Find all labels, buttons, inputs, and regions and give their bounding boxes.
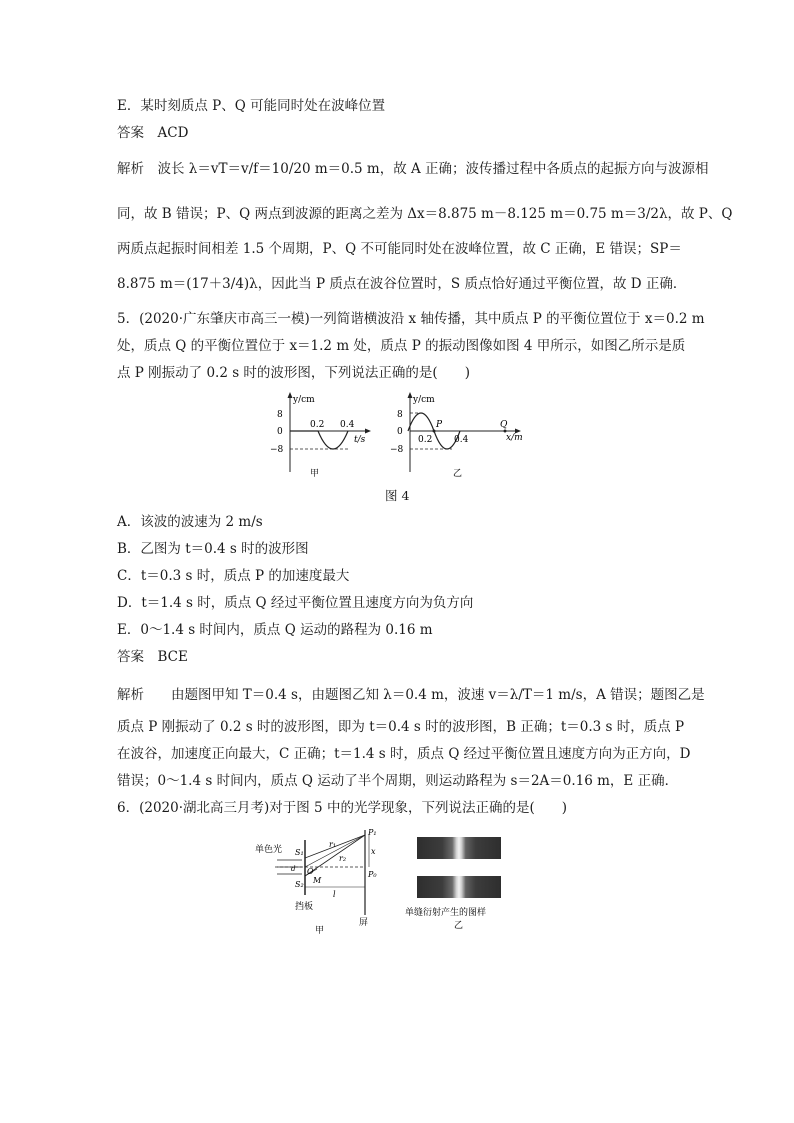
q4-analysis-line3: 两质点起振时间相差 1.5 个周期，P、Q 不可能同时处在波峰位置，故 C 正确，E 错误；SP＝ [117, 241, 682, 257]
jia-r1: r₁ [329, 840, 337, 849]
q5-stem-line3: 点 P 刚振动了 0.2 s 时的波形图，下列说法正确的是( ) [117, 365, 470, 381]
figure-5 [255, 825, 515, 935]
jia-y-axis-label: y/cm [293, 395, 315, 405]
jia-x: x [371, 847, 376, 856]
jia-o: O [307, 867, 314, 876]
figure-5-yi [405, 837, 501, 931]
figure-4-yi [390, 392, 523, 479]
figure-4-caption: 图 4 [385, 488, 410, 503]
q5-answer: 答案 BCE [117, 649, 188, 665]
yi-tick-0.4: 0.4 [454, 435, 469, 445]
yi-tick-0: 0 [397, 427, 403, 437]
q5-option-e: E．0～1.4 s 时间内，质点 Q 运动的路程为 0.16 m [117, 622, 433, 638]
jia-p0: P₀ [368, 870, 377, 879]
yi-y-axis-label: y/cm [413, 395, 435, 405]
jia-l: l [333, 890, 336, 899]
q4-answer: 答案 ACD [117, 125, 189, 141]
jia-m: M [313, 876, 322, 885]
q5-option-d: D．t＝1.4 s 时，质点 Q 经过平衡位置且速度方向为负方向 [117, 595, 474, 611]
q4-analysis-line2: 同，故 B 错误；P、Q 两点到波源的距离之差为 Δx＝8.875 m－8.125 m＝0.75 m＝3/2λ，故 P、Q [117, 206, 733, 222]
q5-stem-line2: 处，质点 Q 的平衡位置位于 x＝1.2 m 处，质点 P 的振动图像如图 4 甲所示，如图乙所示是质 [117, 338, 686, 354]
jia-s2: S₂ [295, 880, 304, 889]
fringe-pattern-top [417, 837, 501, 859]
jia-baffle-label: 挡板 [295, 902, 314, 912]
yi-tick-8: 8 [397, 410, 403, 420]
jia-light-label: 单色光 [255, 845, 283, 855]
jia-r2: r₂ [339, 854, 347, 863]
jia-tick-0.4: 0.4 [340, 420, 355, 430]
jia-tick-8: 8 [277, 410, 283, 420]
jia-tick-0: 0 [277, 427, 283, 437]
q5-option-b: B．乙图为 t＝0.4 s 时的波形图 [117, 541, 309, 557]
jia-x-axis-label: t/s [354, 435, 366, 445]
q5-stem-line1: 5．(2020·广东肇庆市高三一模)一列简谐横波沿 x 轴传播，其中质点 P 的平衡位置位于 x＝0.2 m [117, 311, 705, 327]
figure-4 [250, 390, 550, 480]
q4-analysis-line1: 解析 波长 λ＝vT＝v/f＝10/20 m＝0.5 m，故 A 正确；波传播过程中各质点的起振方向与波源相 [117, 161, 709, 177]
q5-option-c: C．t＝0.3 s 时，质点 P 的加速度最大 [117, 568, 350, 584]
jia-tick-minus-8: −8 [270, 445, 284, 455]
q4-option-e: E．某时刻质点 P、Q 可能同时处在波峰位置 [117, 98, 386, 114]
yi-point-q: Q [500, 420, 508, 430]
jia-tick-0.2: 0.2 [310, 420, 325, 430]
q5-analysis-line2: 质点 P 刚振动了 0.2 s 时的波形图，即为 t＝0.4 s 时的波形图，B 正确；t＝0.3 s 时，质点 P [117, 719, 685, 735]
jia-d: d [291, 865, 296, 873]
yi-label: 乙 [453, 469, 463, 479]
jia-screen-label: 屏 [359, 918, 369, 928]
q5-analysis-line4: 错误；0～1.4 s 时间内，质点 Q 运动了半个周期，则运动路程为 s＝2A＝0.16 m，E 正确． [117, 773, 679, 789]
q5-option-a: A．该波的波速为 2 m/s [117, 514, 263, 530]
figure-4-jia [270, 392, 371, 479]
q6-stem: 6．(2020·湖北高三月考)对于图 5 中的光学现象，下列说法正确的是( ) [117, 800, 567, 816]
jia-label: 甲 [310, 469, 320, 479]
q5-analysis-line3: 在波谷，加速度正向最大，C 正确；t＝1.4 s 时，质点 Q 经过平衡位置且速度方向为正方向，D [117, 746, 691, 762]
jia-p1: P₁ [368, 828, 377, 837]
yi-tick-0.2: 0.2 [418, 435, 433, 445]
yi-point-p: P [436, 420, 443, 430]
yi-caption: 单缝衍射产生的图样 [405, 908, 487, 918]
q5-analysis-line1: 解析 由题图甲知 T＝0.4 s，由题图乙知 λ＝0.4 m，波速 v＝λ/T＝1 m/s，A 错误；题图乙是 [117, 687, 705, 703]
q4-analysis-line4: 8.875 m＝(17＋3/4)λ，因此当 P 质点在波谷位置时，S 质点恰好通过平衡位置，故 D 正确． [117, 276, 687, 292]
jia-s1: S₁ [295, 848, 304, 857]
fringe-pattern-bottom [417, 876, 501, 898]
figure-5-jia [255, 828, 377, 935]
yi-tick-minus-8: −8 [390, 445, 404, 455]
yi-x-axis-label: x/m [506, 433, 523, 443]
yi-label: 乙 [454, 921, 464, 931]
jia-label: 甲 [315, 926, 325, 935]
